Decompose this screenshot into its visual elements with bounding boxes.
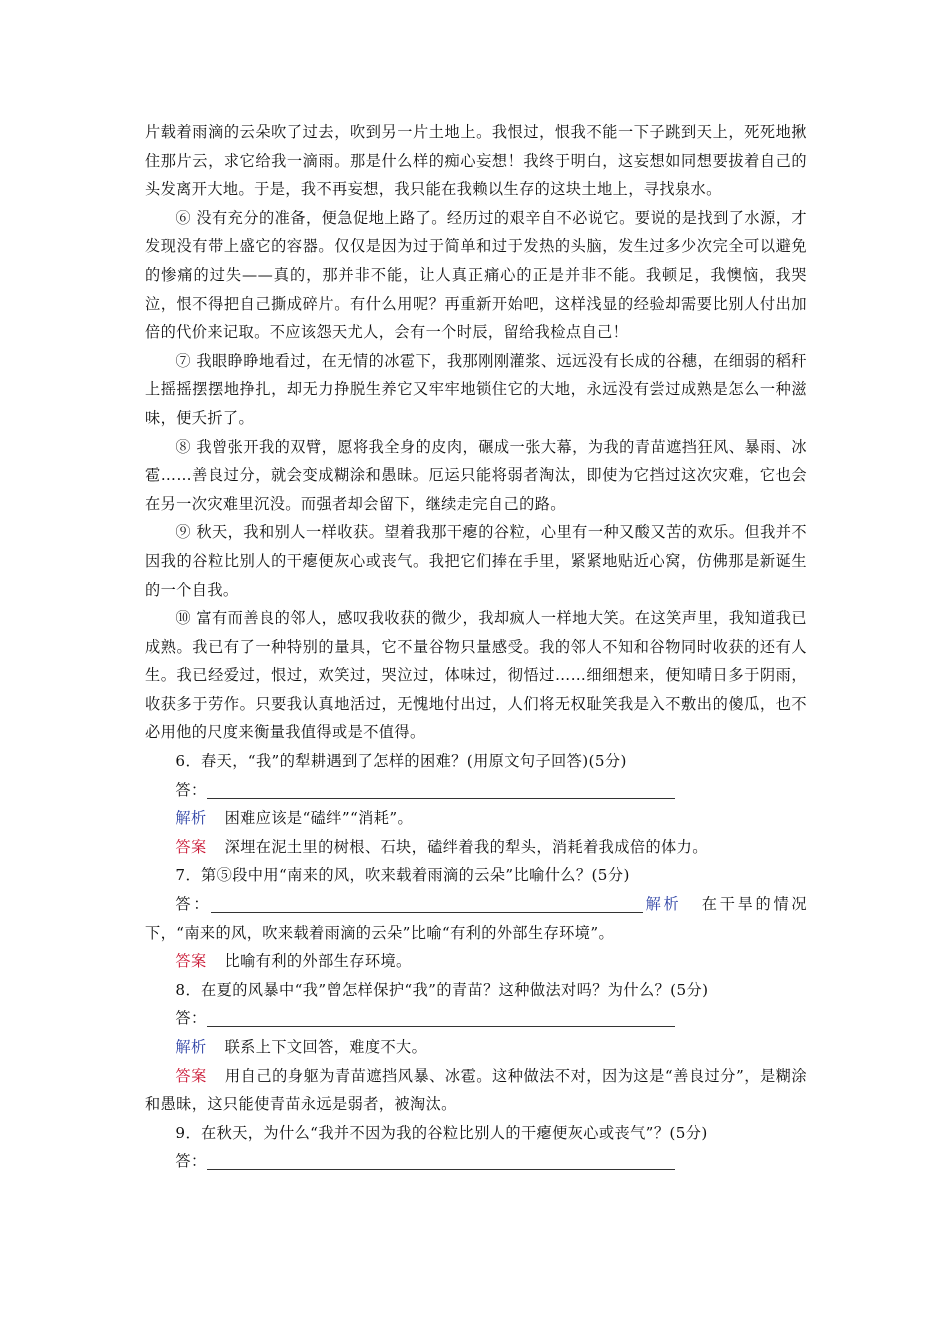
analysis-8 (145, 1033, 807, 1062)
analysis-text-8: 联系上下文回答，难度不大。 (224, 1038, 428, 1056)
answer-prompt: 答： (175, 1009, 207, 1028)
answer-line-9 (145, 1147, 807, 1176)
paragraph-10: ⑩ 富有而善良的邻人，感叹我收获的微少，我却疯人一样地大笑。在这笑声里，我知道我已成熟。我已有了一种特别的量具，它不量谷物只量感受。我的邻人不知和谷物同时收获的还有人生。我已经爱过，恨过，欢笑过，哭泣过，体味过，彻悟过……细细想来，便知晴日多于阴雨，收获多于劳作。只要我认真地活过，无愧地付出过，人们将无权耻笑我是入不敷出的傻瓜，也不必用他的尺度来衡量我值得或是不值得。 (145, 609, 807, 742)
document-page (145, 118, 807, 1176)
question-7: 7．第⑤段中用“南来的风，吹来载着雨滴的云朵”比喻什么？(5分) (175, 866, 630, 885)
answer-8 (145, 1062, 807, 1119)
question-9: 9．在秋天，为什么“我并不因为我的谷粒比别人的干瘪便灰心或丧气”？(5分) (175, 1123, 708, 1142)
answer-blank-9[interactable] (207, 1151, 675, 1170)
question-8: 8．在夏的风暴中“我”曾怎样保护“我”的青苗？这种做法对吗？为什么？(5分) (175, 980, 709, 999)
answer-text-6: 深埋在泥土里的树根、石块，磕绊着我的犁头，消耗着我成倍的体力。 (224, 837, 708, 856)
answer-6 (145, 833, 807, 862)
analysis-text-6: 困难应该是“磕绊”“消耗”。 (224, 809, 414, 828)
paragraph-9: ⑨ 秋天，我和别人一样收获。望着我那干瘪的谷粒，心里有一种又酸又苦的欢乐。但我并不因我的谷粒比别人的干瘪便灰心或丧气。我把它们捧在手里，紧紧地贴近心窝，仿佛那是新诞生的一个自我。 (145, 523, 807, 599)
analysis-label: 解析 (175, 1038, 207, 1056)
analysis-label: 解析 (175, 809, 207, 828)
answer-prompt: 答： (175, 780, 207, 799)
answer-prompt: 答： (175, 1152, 207, 1171)
answer-blank-8[interactable] (207, 1008, 675, 1027)
analysis-label: 解析 (643, 895, 682, 914)
answer-blank-6[interactable] (207, 780, 675, 799)
analysis-text-7: 在干旱的情况下，“南来的风，吹来载着雨滴的云朵”比喻“有利的外部生存环境”。 (145, 895, 807, 942)
paragraph-6: ⑥ 没有充分的准备，便急促地上路了。经历过的艰辛自不必说它。要说的是找到了水源，才发现没有带上盛它的容器。仅仅是因为过于简单和过于发热的头脑，发生过多少次完全可以避免的惨痛的过失——真的，那并非不能，让人真正痛心的正是并非不能。我顿足，我懊恼，我哭泣，恨不得把自己撕成碎片。有什么用呢？再重新开始吧，这样浅显的经验却需要比别人付出加倍的代价来记取。不应该怨天尤人，会有一个时辰，留给我检点自己！ (145, 208, 807, 342)
answer-label: 答案 (175, 1066, 207, 1085)
question-6: 6．春天，“我”的犁耕遇到了怎样的困难？(用原文句子回答)(5分) (175, 752, 627, 771)
answer-blank-7[interactable] (211, 894, 643, 913)
paragraph-8: ⑧ 我曾张开我的双臂，愿将我全身的皮肉，碾成一张大幕，为我的青苗遮挡狂风、暴雨、冰雹……善良过分，就会变成糊涂和愚昧。厄运只能将弱者淘汰，即使为它挡过这次灾难，它也会在另一次灾难里沉没。而强者却会留下，继续走完自己的路。 (145, 437, 807, 513)
answer-label: 答案 (175, 952, 207, 971)
paragraph-7: ⑦ 我眼睁睁地看过，在无情的冰雹下，我那刚刚灌浆、远远没有长成的谷穗，在细弱的稻秆上摇摇摆摆地挣扎，却无力挣脱生养它又牢牢地锁住它的大地，永远没有尝过成熟是怎么一种滋味，便夭折了。 (145, 351, 807, 427)
answer-text-7: 比喻有利的外部生存环境。 (224, 952, 412, 971)
answer-text-8: 用自己的身躯为青苗遮挡风暴、冰雹。这种做法不对，因为这是“善良过分”，是糊涂和愚昧，这只能使青苗永远是弱者，被淘汰。 (145, 1066, 807, 1114)
answer-line-6 (145, 776, 807, 805)
answer-label: 答案 (175, 837, 207, 856)
answer-line-8 (145, 1004, 807, 1033)
paragraph-5-continued: 片载着雨滴的云朵吹了过去，吹到另一片土地上。我恨过，恨我不能一下子跳到天上，死死地揪住那片云，求它给我一滴雨。那是什么样的痴心妄想！我终于明白，这妄想如同想要拔着自己的头发离开大地。于是，我不再妄想，我只能在我赖以生存的这块土地上，寻找泉水。 (145, 123, 807, 199)
answer-prompt: 答： (175, 895, 212, 914)
answer-line-7 (145, 890, 807, 947)
answer-7 (145, 947, 807, 976)
analysis-6 (145, 804, 807, 833)
